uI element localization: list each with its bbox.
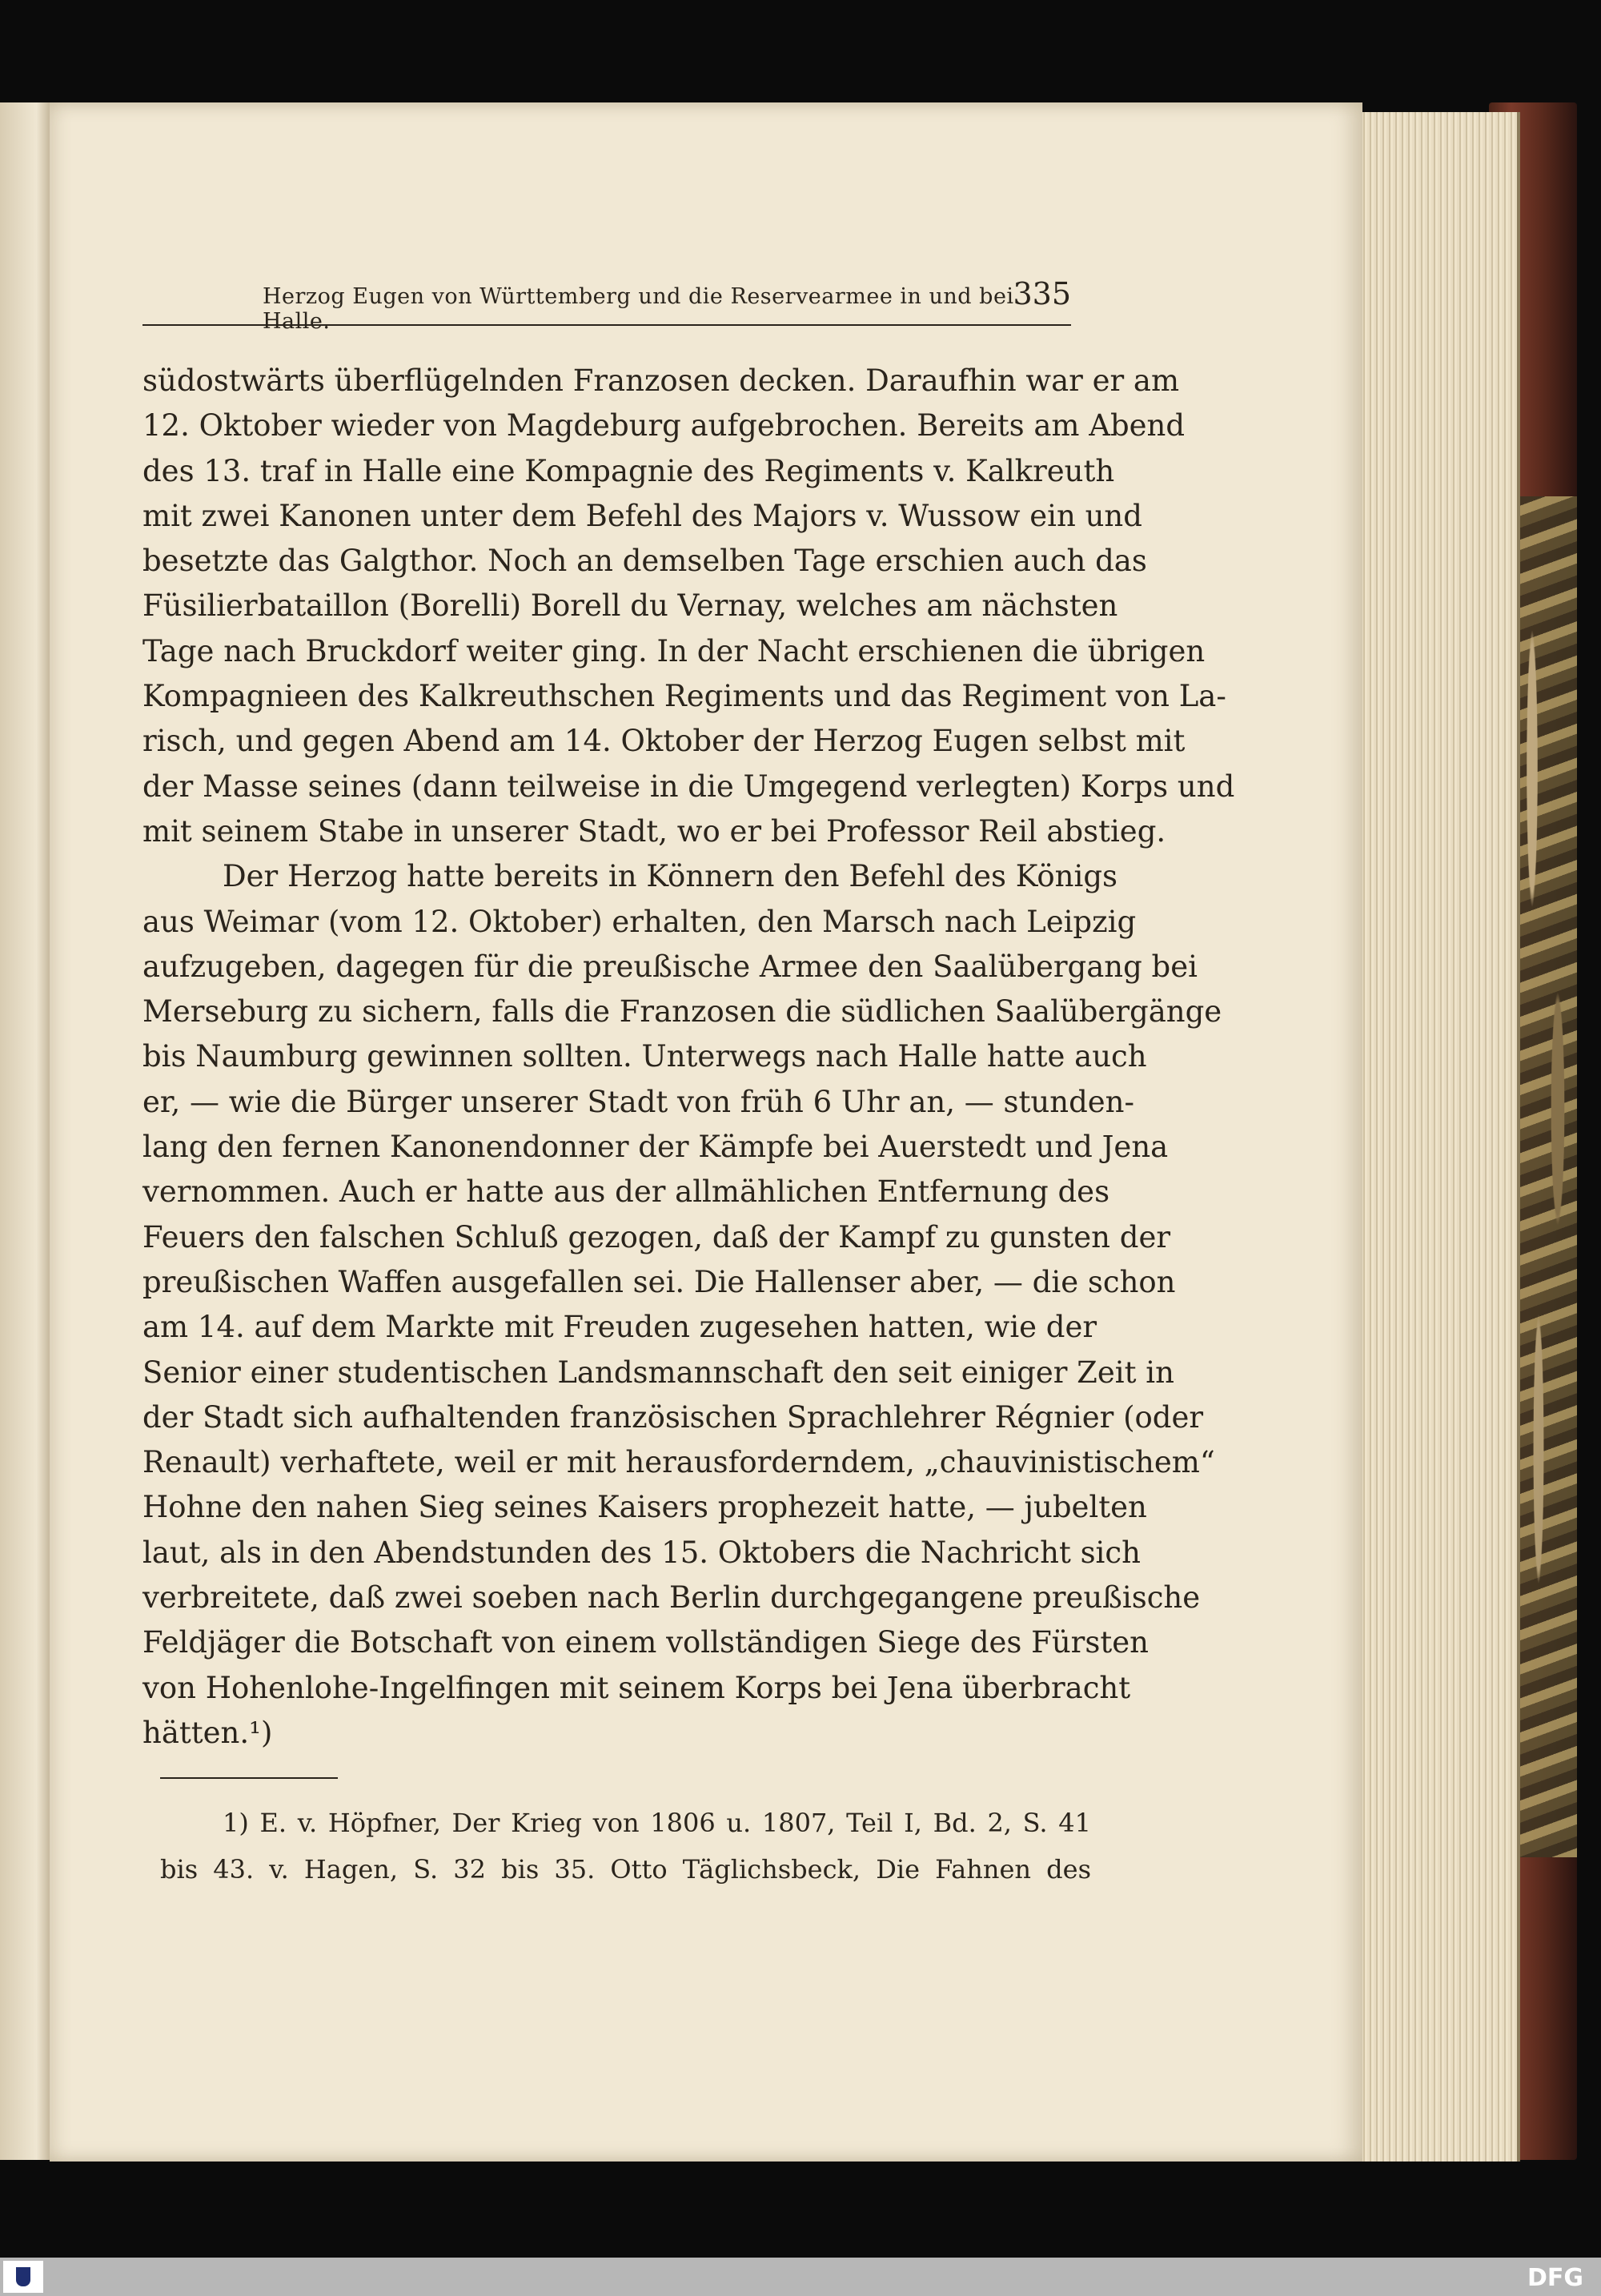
text-line: laut, als in den Abendstunden des 15. Oktobers die Nachricht sich	[142, 1535, 1141, 1570]
viewer-footer-bar	[0, 2258, 1601, 2296]
text-line: er, — wie die Bürger unserer Stadt von früh 6 Uhr an, — stunden-	[142, 1084, 1134, 1119]
footnotes	[160, 1800, 1091, 1893]
text-line: verbreitete, daß zwei soeben nach Berlin durchgegangene preußische	[142, 1580, 1201, 1616]
text-line: preußischen Waffen ausgefallen sei. Die Hallenser aber, — die schon	[142, 1264, 1176, 1299]
text-line: vernommen. Auch er hatte aus der allmählichen Entfernung des	[142, 1174, 1110, 1210]
library-logo	[3, 2261, 43, 2293]
text-line: aus Weimar (vom 12. Oktober) erhalten, den Marsch nach Leipzig	[142, 904, 1137, 939]
body-text	[142, 359, 1235, 1756]
dfg-logo: DFG	[1527, 2264, 1583, 2292]
text-line: besetzte das Galgthor. Noch an demselben Tage erschien auch das	[142, 544, 1147, 579]
page-header	[142, 276, 1071, 334]
text-line: der Stadt sich aufhaltenden französischen Sprachlehrer Régnier (oder	[142, 1399, 1204, 1435]
text-line: Der Herzog hatte bereits in Könnern den Befehl des Königs	[223, 859, 1118, 894]
text-line: des 13. traf in Halle eine Kompagnie des Regiments v. Kalkreuth	[142, 453, 1115, 488]
text-line: der Masse seines (dann teilweise in die Umgegend verlegten) Korps und	[142, 769, 1235, 804]
text-line: am 14. auf dem Markte mit Freuden zugesehen hatten, wie der	[142, 1310, 1097, 1345]
text-line: südostwärts überflügelnden Franzosen decken. Daraufhin war er am	[142, 363, 1180, 398]
text-line: Merseburg zu sichern, falls die Franzosen die südlichen Saalübergänge	[142, 994, 1222, 1030]
text-line: Tage nach Bruckdorf weiter ging. In der Nacht erschienen die übrigen	[142, 633, 1206, 668]
text-line: Feuers den falschen Schluß gezogen, daß der Kampf zu gunsten der	[142, 1219, 1171, 1254]
text-line: hätten.¹)	[142, 1715, 273, 1750]
text-line: bis Naumburg gewinnen sollten. Unterwegs nach Halle hatte auch	[142, 1039, 1147, 1074]
text-line: Renault) verhaftete, weil er mit herausforderndem, „chauvinistischem“	[142, 1445, 1215, 1480]
footnote-line: 1) E. v. Höpfner, Der Krieg von 1806 u. 1807, Teil I, Bd. 2, S. 41	[223, 1808, 1091, 1838]
text-line: lang den fernen Kanonendonner der Kämpfe bei Auerstedt und Jena	[142, 1130, 1169, 1165]
text-line: mit zwei Kanonen unter dem Befehl des Majors v. Wussow ein und	[142, 498, 1142, 533]
page-stack-edge	[1361, 112, 1520, 2162]
shield-icon	[16, 2267, 30, 2286]
text-line: mit seinem Stabe in unserer Stadt, wo er bei Professor Reil abstieg.	[142, 813, 1166, 849]
text-line: Füsilierbataillon (Borelli) Borell du Vernay, welches am nächsten	[142, 588, 1118, 624]
running-title: Herzog Eugen von Württemberg und die Reservearmee in und bei Halle.	[263, 284, 1014, 334]
page-number: 335	[1013, 276, 1071, 311]
footnote-rule	[160, 1777, 338, 1779]
text-line: risch, und gegen Abend am 14. Oktober der Herzog Eugen selbst mit	[142, 724, 1186, 759]
text-line: von Hohenlohe-Ingelfingen mit seinem Korps bei Jena überbracht	[142, 1670, 1131, 1705]
text-line: Senior einer studentischen Landsmannschaft den seit einiger Zeit in	[142, 1355, 1174, 1390]
marbled-cover	[1513, 496, 1577, 1857]
text-line: aufzugeben, dagegen für die preußische Armee den Saalübergang bei	[142, 949, 1198, 984]
text-line: 12. Oktober wieder von Magdeburg aufgebrochen. Bereits am Abend	[142, 408, 1186, 444]
left-page-edge	[0, 102, 52, 2160]
text-line: Hohne den nahen Sieg seines Kaisers prophezeit hatte, — jubelten	[142, 1490, 1147, 1525]
text-line: Feldjäger die Botschaft von einem vollständigen Siege des Fürsten	[142, 1625, 1149, 1660]
text-line: Kompagnieen des Kalkreuthschen Regiments und das Regiment von La-	[142, 679, 1226, 714]
footnote-line: bis 43. v. Hagen, S. 32 bis 35. Otto Täglichsbeck, Die Fahnen des	[160, 1854, 1091, 1885]
